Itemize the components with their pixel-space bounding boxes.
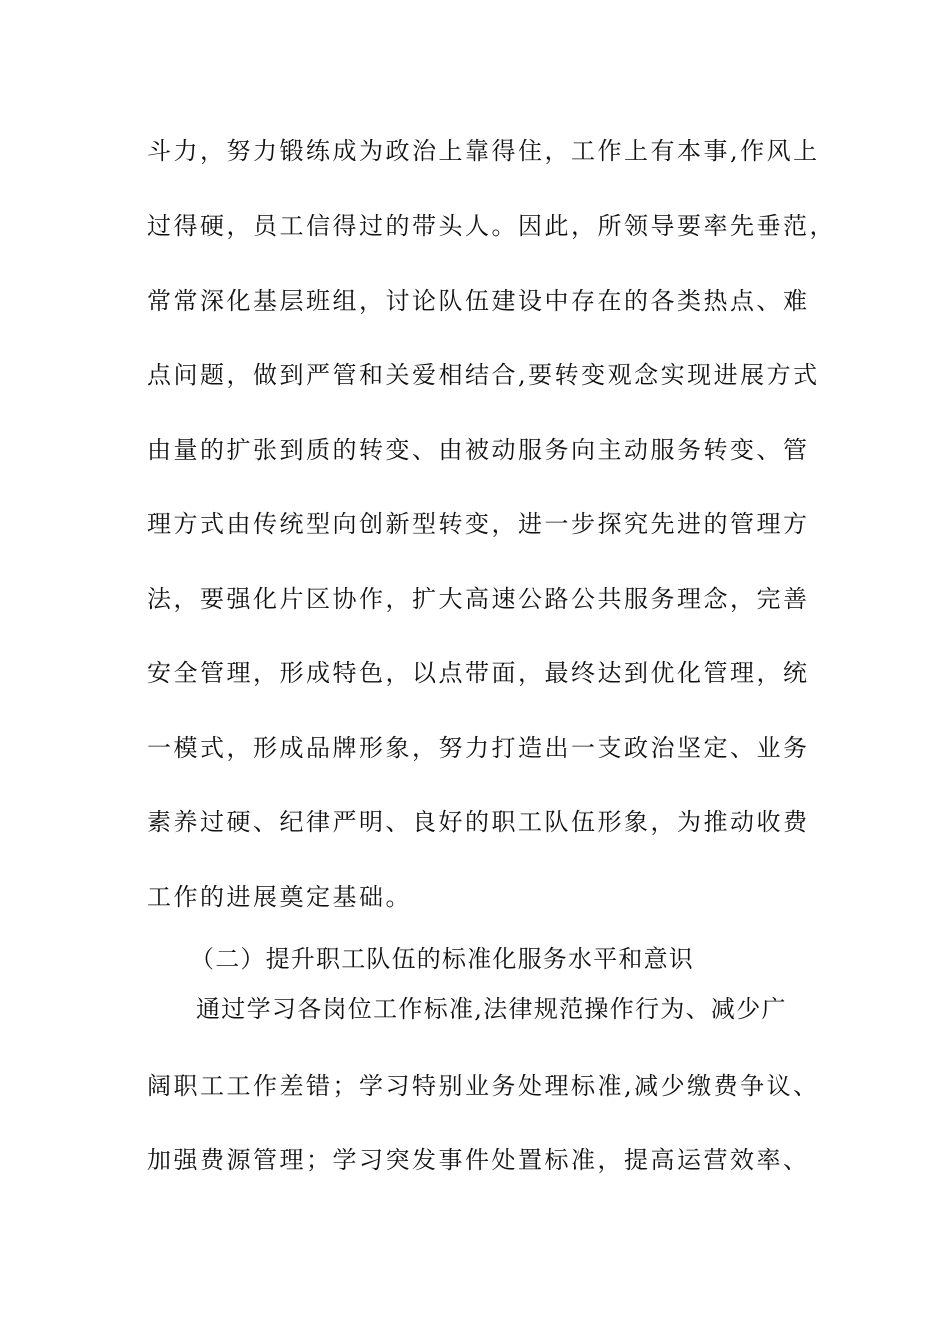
paragraph-line: 加强费源管理；学习突发事件处置标准，提高运营效率、 <box>147 1146 810 1174</box>
paragraph-line: 阔职工工作差错；学习特别业务处理标准,减少缴费争议、 <box>147 1072 820 1100</box>
paragraph-line: 一模式，形成品牌形象，努力打造出一支政治坚定、业务 <box>147 734 810 762</box>
paragraph-line: 点问题，做到严管和关爱相结合,要转变观念实现进展方式 <box>147 361 820 389</box>
paragraph-line: 安全管理，形成特色，以点带面，最终达到优化管理，统 <box>147 659 810 687</box>
paragraph-line: 过得硬，员工信得过的带头人。因此，所领导要率先垂范， <box>147 212 836 240</box>
paragraph-line: 由量的扩张到质的转变、由被动服务向主动服务转变、管 <box>147 436 810 464</box>
paragraph-line: 法，要强化片区协作，扩大高速公路公共服务理念，完善 <box>147 585 810 613</box>
section-heading: （二）提升职工队伍的标准化服务水平和意识 <box>190 945 694 973</box>
paragraph-line: 通过学习各岗位工作标准,法律规范操作行为、减少广 <box>196 995 787 1023</box>
paragraph-line: 常常深化基层班组，讨论队伍建设中存在的各类热点、难 <box>147 287 810 315</box>
paragraph-line: 工作的进展奠定基础。 <box>147 883 412 911</box>
paragraph-line: 素养过硬、纪律严明、良好的职工队伍形象，为推动收费 <box>147 808 810 836</box>
paragraph-line: 斗力，努力锻练成为政治上靠得住，工作上有本事,作风上 <box>147 137 820 165</box>
paragraph-line: 理方式由传统型向创新型转变，进一步探究先进的管理方 <box>147 510 810 538</box>
